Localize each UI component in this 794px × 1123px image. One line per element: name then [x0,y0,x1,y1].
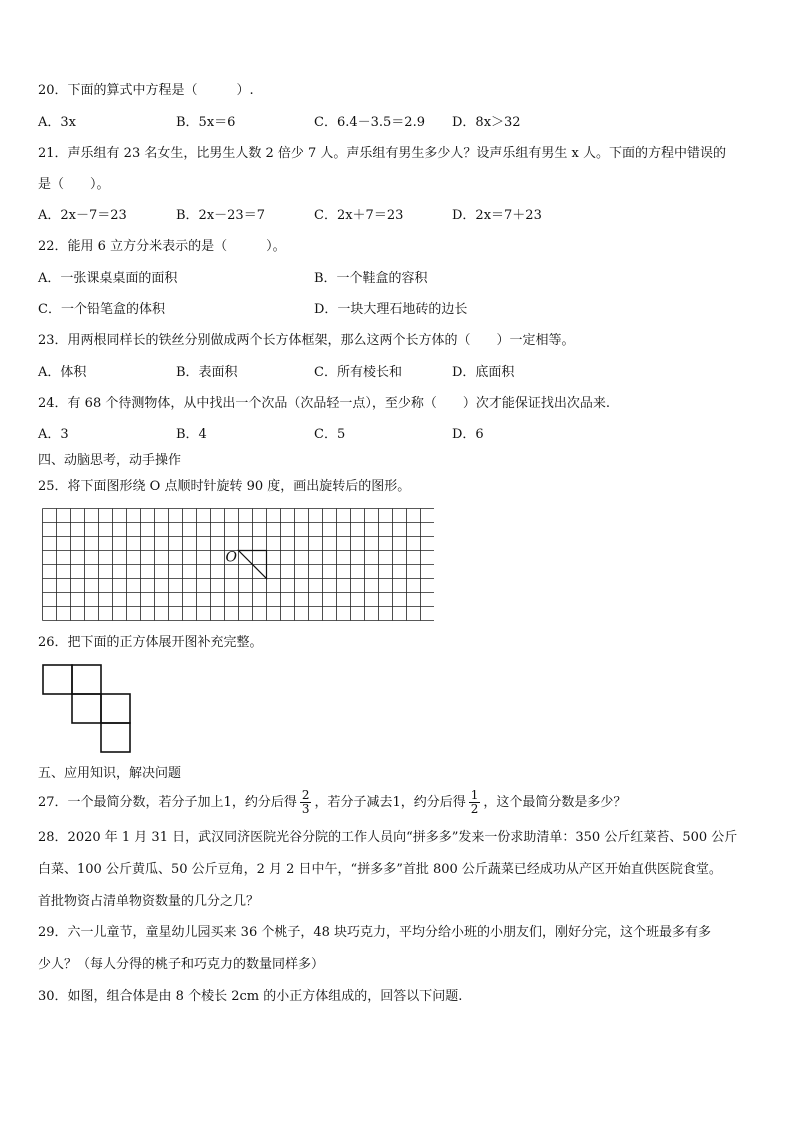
q22-option-a: A．一张课桌桌面的面积 [38,271,178,286]
fraction-denominator: 3 [301,802,310,816]
q26-stem: 26．把下面的正方体展开图补充完整。 [38,635,263,650]
q29-line1: 29．六一儿童节，童星幼儿园买来 36 个桃子，48 块巧克力，平均分给小班的小朋友们，刚好分完，这个班最多有多 [38,925,712,940]
q20-stem: 20．下面的算式中方程是（ ）. [38,83,254,98]
rotation-grid [42,508,434,622]
q24-option-d: D．6 [452,427,484,442]
q24-option-c: C．5 [314,427,346,442]
q28-line2: 白菜、100 公斤黄瓜、50 公斤豆角，2 月 2 日中午，“拼多多”首批 800 公斤蔬菜已经成功从产区开始直供医院食堂。 [38,862,722,877]
q23-option-a: A．体积 [38,365,87,380]
q21-stem-line2: 是（ ）。 [38,177,110,192]
q23-stem: 23．用两根同样长的铁丝分别做成两个长方体框架，那么这两个长方体的（ ）一定相等。 [38,333,575,348]
q25-stem: 25．将下面图形绕 O 点顺时针旋转 90 度，画出旋转后的图形。 [38,479,411,494]
fraction-numerator: 1 [470,788,479,802]
q20-option-d: D．8x＞32 [452,115,521,130]
q21-option-a: A．2x－7＝23 [38,208,127,223]
q22-option-c: C．一个铅笔盒的体积 [38,302,165,317]
q28-line1: 28．2020 年 1 月 31 日，武汉同济医院光谷分院的工作人员向“拼多多”发来一份求助清单：350 公斤红菜苔、500 公斤 [38,830,738,845]
q27-text-part3: ，这个最简分数是多少？ [483,795,627,810]
cube-net-figure [42,664,134,758]
q29-line2: 少人？（每人分得的桃子和巧克力的数量同样多） [38,957,325,972]
q21-stem-line1: 21．声乐组有 23 名女生，比男生人数 2 倍少 7 人。声乐组有男生多少人？设声乐组有男生 x 人。下面的方程中错误的 [38,146,727,161]
q21-option-d: D．2x＝7＋23 [452,208,542,223]
q20-option-b: B．5x＝6 [176,115,236,130]
q24-stem: 24．有 68 个待测物体，从中找出一个次品（次品轻一点），至少称（ ）次才能保证找出次品来. [38,396,610,411]
q27-stem [38,788,626,818]
fraction-denominator: 2 [470,802,479,816]
q27-text-part2: ，若分子减去1，约分后得 [314,795,466,810]
fraction-numerator: 2 [301,788,310,802]
fraction-two-thirds [300,789,312,816]
q22-option-d: D．一块大理石地砖的边长 [314,302,468,317]
q23-option-c: C．所有棱长和 [314,365,402,380]
q23-option-d: D．底面积 [452,365,515,380]
q20-option-c: C．6.4－3.5＝2.9 [314,115,425,130]
q24-option-a: A．3 [38,427,69,442]
q21-option-c: C．2x＋7＝23 [314,208,404,223]
q22-option-b: B．一个鞋盒的容积 [314,271,428,286]
q22-stem: 22．能用 6 立方分米表示的是（ ）。 [38,239,286,254]
q21-option-b: B．2x－23＝7 [176,208,265,223]
q30-stem: 30．如图，组合体是由 8 个棱长 2cm 的小正方体组成的，回答以下问题. [38,989,463,1004]
q20-option-a: A．3x [38,115,76,130]
section-5-heading: 五、应用知识，解决问题 [38,766,182,781]
q23-option-b: B．表面积 [176,365,238,380]
point-o-label: O [225,549,237,566]
q28-line3: 首批物资占清单物资数量的几分之几？ [38,894,260,909]
section-4-heading: 四、动脑思考，动手操作 [38,453,182,468]
fraction-one-half [469,789,481,816]
q24-option-b: B．4 [176,427,207,442]
q27-text-part1: 27．一个最简分数，若分子加上1，约分后得 [38,795,297,810]
